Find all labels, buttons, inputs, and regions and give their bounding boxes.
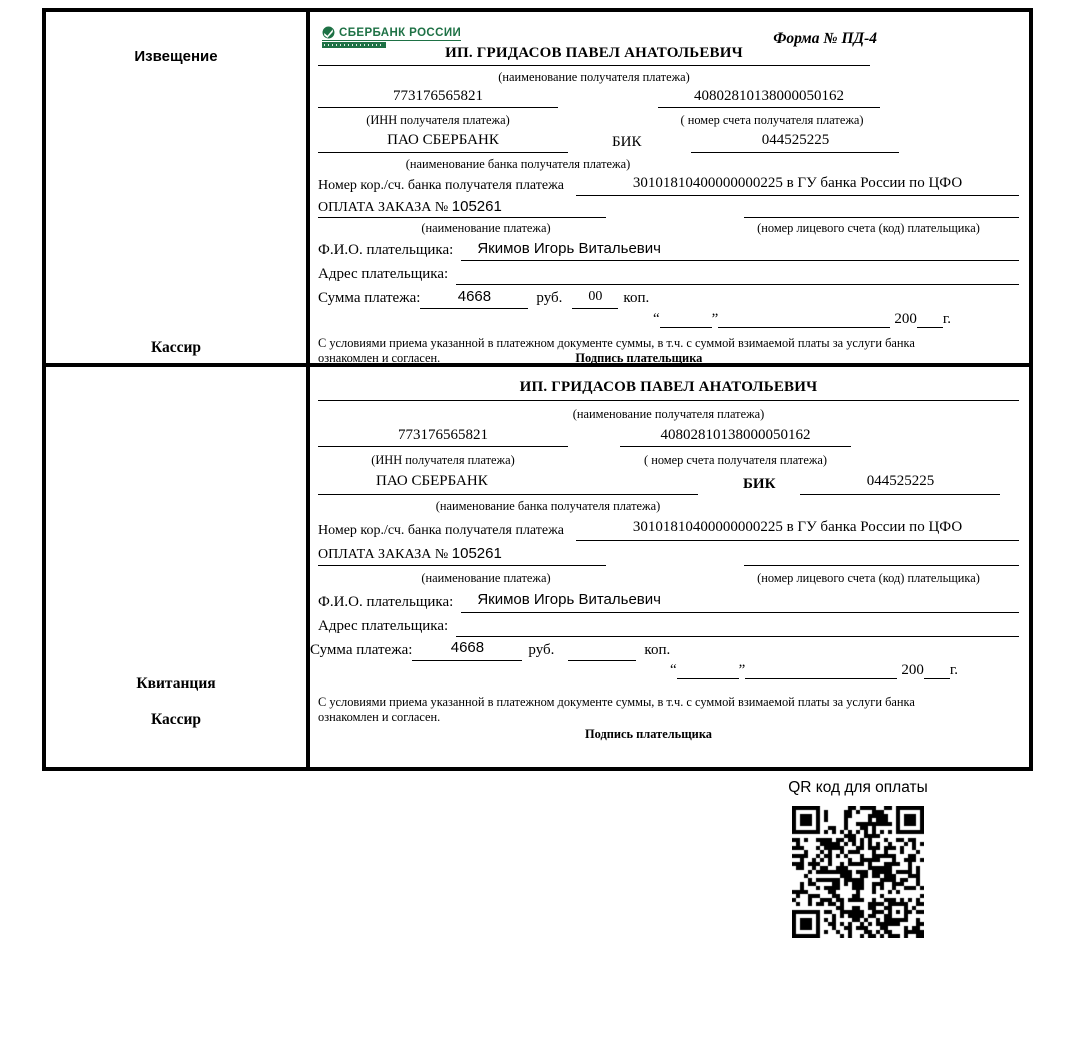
- qr-caption: QR код для оплаты: [788, 779, 928, 796]
- amount-rub: 4668: [420, 288, 528, 309]
- amount-rub: 4668: [412, 639, 522, 661]
- open-quote: “: [670, 662, 677, 678]
- date-month-line: [718, 310, 890, 328]
- kop-label: коп.: [623, 290, 650, 306]
- receipt-inn-account-captions: [318, 453, 1019, 468]
- date-year-line: [924, 661, 950, 679]
- sum-label: Сумма платежа:: [318, 290, 421, 306]
- notice-stub: [46, 12, 310, 363]
- notice-payee-row: [318, 45, 870, 66]
- notice-title: Извещение: [134, 48, 218, 65]
- date-day-line: [660, 310, 712, 328]
- payment-purpose: ОПЛАТА ЗАКАЗА №: [318, 547, 452, 562]
- payee-name: ИП. ГРИДАСОВ ПАВЕЛ АНАТОЛЬЕВИЧ: [318, 45, 870, 66]
- receipt-payee-row: [318, 379, 1019, 401]
- kop-label: коп.: [644, 642, 671, 658]
- inn-caption: (ИНН получателя платежа): [371, 453, 515, 467]
- fio-label: Ф.И.О. плательщика:: [318, 242, 454, 258]
- receipt-title: Квитанция: [136, 675, 216, 692]
- payment-purpose: ОПЛАТА ЗАКАЗА №: [318, 200, 452, 215]
- receipt-sum-row: [310, 639, 1019, 661]
- receipt-address-row: [318, 615, 1019, 637]
- agreement-line2: ознакомлен и согласен.: [318, 351, 441, 365]
- bank-caption: (наименование банка получателя платежа): [435, 499, 661, 513]
- payer-fio: Якимов Игорь Витальевич: [461, 240, 1019, 261]
- date-year-line: [917, 310, 943, 328]
- close-quote: ”: [738, 662, 746, 678]
- bik-value: 044525225: [800, 473, 1000, 495]
- agreement-line1: С условиями приема указанной в платежном документе суммы, в т.ч. с суммой взимаемой платы за услуги банка: [318, 695, 915, 709]
- notice-content: [310, 12, 1029, 363]
- qr-code: [792, 806, 924, 938]
- payment-purpose-line: [318, 198, 606, 218]
- notice-payment-captions: [318, 221, 1019, 236]
- close-quote: ”: [711, 311, 719, 327]
- receipt-inn-account-row: [318, 427, 1019, 447]
- inn-caption: (ИНН получателя платежа): [366, 113, 510, 127]
- sberbank-logo-text: СБЕРБАНК РОССИИ: [339, 26, 462, 39]
- sberbank-logo-row: [322, 26, 461, 41]
- sberbank-emblem-icon: [322, 26, 335, 39]
- receipt-bank-row: [318, 473, 1019, 495]
- amount-kop: 00: [572, 289, 618, 309]
- section-receipt: [46, 367, 1029, 767]
- bik-value: 044525225: [691, 132, 899, 153]
- receipt-signature-label: Подпись плательщика: [585, 727, 712, 741]
- corr-label: Номер кор./сч. банка получателя платежа: [318, 523, 564, 538]
- order-number: 105261: [451, 198, 502, 215]
- payee-inn: 773176565821: [318, 427, 568, 447]
- personal-account-line: [744, 198, 1019, 218]
- bik-label: БИК: [743, 476, 776, 492]
- receipt-payment-row: [318, 545, 1019, 566]
- receipt-payment-captions: [318, 571, 1019, 586]
- rub-label: руб.: [528, 642, 555, 658]
- account-caption: ( номер счета получателя платежа): [643, 453, 828, 467]
- corr-account: 30101810400000000225 в ГУ банка России по ЦФО: [576, 519, 1019, 541]
- notice-header-row: [318, 20, 1019, 48]
- receipt-stub: [46, 367, 310, 767]
- form-outer-border: [42, 8, 1033, 771]
- agreement-line1: С условиями приема указанной в платежном документе суммы, в т.ч. с суммой взимаемой платы за услуги банка: [318, 336, 915, 350]
- qr-block: [738, 779, 978, 938]
- address-label: Адрес плательщика:: [318, 266, 449, 282]
- corr-label: Номер кор./сч. банка получателя платежа: [318, 178, 564, 193]
- notice-fio-row: [318, 240, 1019, 261]
- receipt-corr-row: [318, 519, 1019, 541]
- payee-caption: (наименование получателя платежа): [572, 407, 765, 421]
- agreement-line2: ознакомлен и согласен.: [318, 710, 441, 724]
- bank-name: ПАО СБЕРБАНК: [318, 473, 698, 495]
- personal-account-line: [744, 545, 1019, 566]
- sum-label: Сумма платежа:: [310, 642, 413, 658]
- payment-caption: (наименование платежа): [421, 571, 551, 585]
- year-suffix: г.: [942, 311, 952, 327]
- notice-bank-row: [318, 132, 1019, 153]
- payee-caption: (наименование получателя платежа): [498, 70, 690, 84]
- receipt-fio-row: [318, 591, 1019, 613]
- notice-corr-row: [318, 175, 1019, 196]
- corr-account: 30101810400000000225 в ГУ банка России по ЦФО: [576, 175, 1019, 196]
- receipt-agreement: [318, 695, 1019, 725]
- notice-sum-row: [318, 288, 1019, 309]
- notice-address-row: [318, 264, 1019, 285]
- notice-date-row: [318, 310, 1019, 328]
- rub-label: руб.: [536, 290, 563, 306]
- payer-fio: Якимов Игорь Витальевич: [461, 591, 1019, 613]
- bank-name: ПАО СБЕРБАНК: [318, 132, 568, 153]
- account-caption: ( номер счета получателя платежа): [680, 113, 864, 127]
- payee-inn: 773176565821: [318, 88, 558, 108]
- receipt-date-row: [318, 661, 1019, 679]
- order-number: 105261: [451, 545, 502, 562]
- personal-account-caption: (номер лицевого счета (код) плательщика): [757, 571, 980, 585]
- year-prefix: 200: [894, 311, 917, 327]
- receipt-content: [310, 367, 1029, 767]
- open-quote: “: [653, 311, 660, 327]
- notice-inn-account-row: [318, 88, 1019, 108]
- date-month-line: [745, 661, 897, 679]
- personal-account-caption: (номер лицевого счета (код) плательщика): [757, 221, 980, 235]
- notice-cashier-label: Кассир: [150, 339, 202, 356]
- address-label: Адрес плательщика:: [318, 618, 449, 634]
- payment-purpose-line: [318, 545, 606, 566]
- payee-name: ИП. ГРИДАСОВ ПАВЕЛ АНАТОЛЬЕВИЧ: [318, 379, 1019, 401]
- amount-kop: [568, 640, 636, 661]
- notice-payment-row: [318, 198, 1019, 218]
- section-notice: [46, 12, 1029, 367]
- fio-label: Ф.И.О. плательщика:: [318, 594, 454, 610]
- bank-caption: (наименование банка получателя платежа): [405, 157, 631, 171]
- notice-agreement: [318, 336, 1019, 366]
- year-suffix: г.: [949, 662, 959, 678]
- payee-account: 40802810138000050162: [658, 88, 880, 108]
- bik-label: БИК: [612, 134, 642, 150]
- payer-address: [456, 264, 1019, 285]
- payment-caption: (наименование платежа): [421, 221, 551, 235]
- date-day-line: [677, 661, 739, 679]
- notice-inn-account-captions: [318, 113, 1019, 128]
- receipt-cashier-label: Кассир: [150, 711, 202, 728]
- signature-label: Подпись плательщика: [575, 351, 703, 365]
- form-number: Форма № ПД-4: [773, 30, 877, 47]
- payee-account: 40802810138000050162: [620, 427, 851, 447]
- year-prefix: 200: [901, 662, 924, 678]
- payer-address: [456, 615, 1019, 637]
